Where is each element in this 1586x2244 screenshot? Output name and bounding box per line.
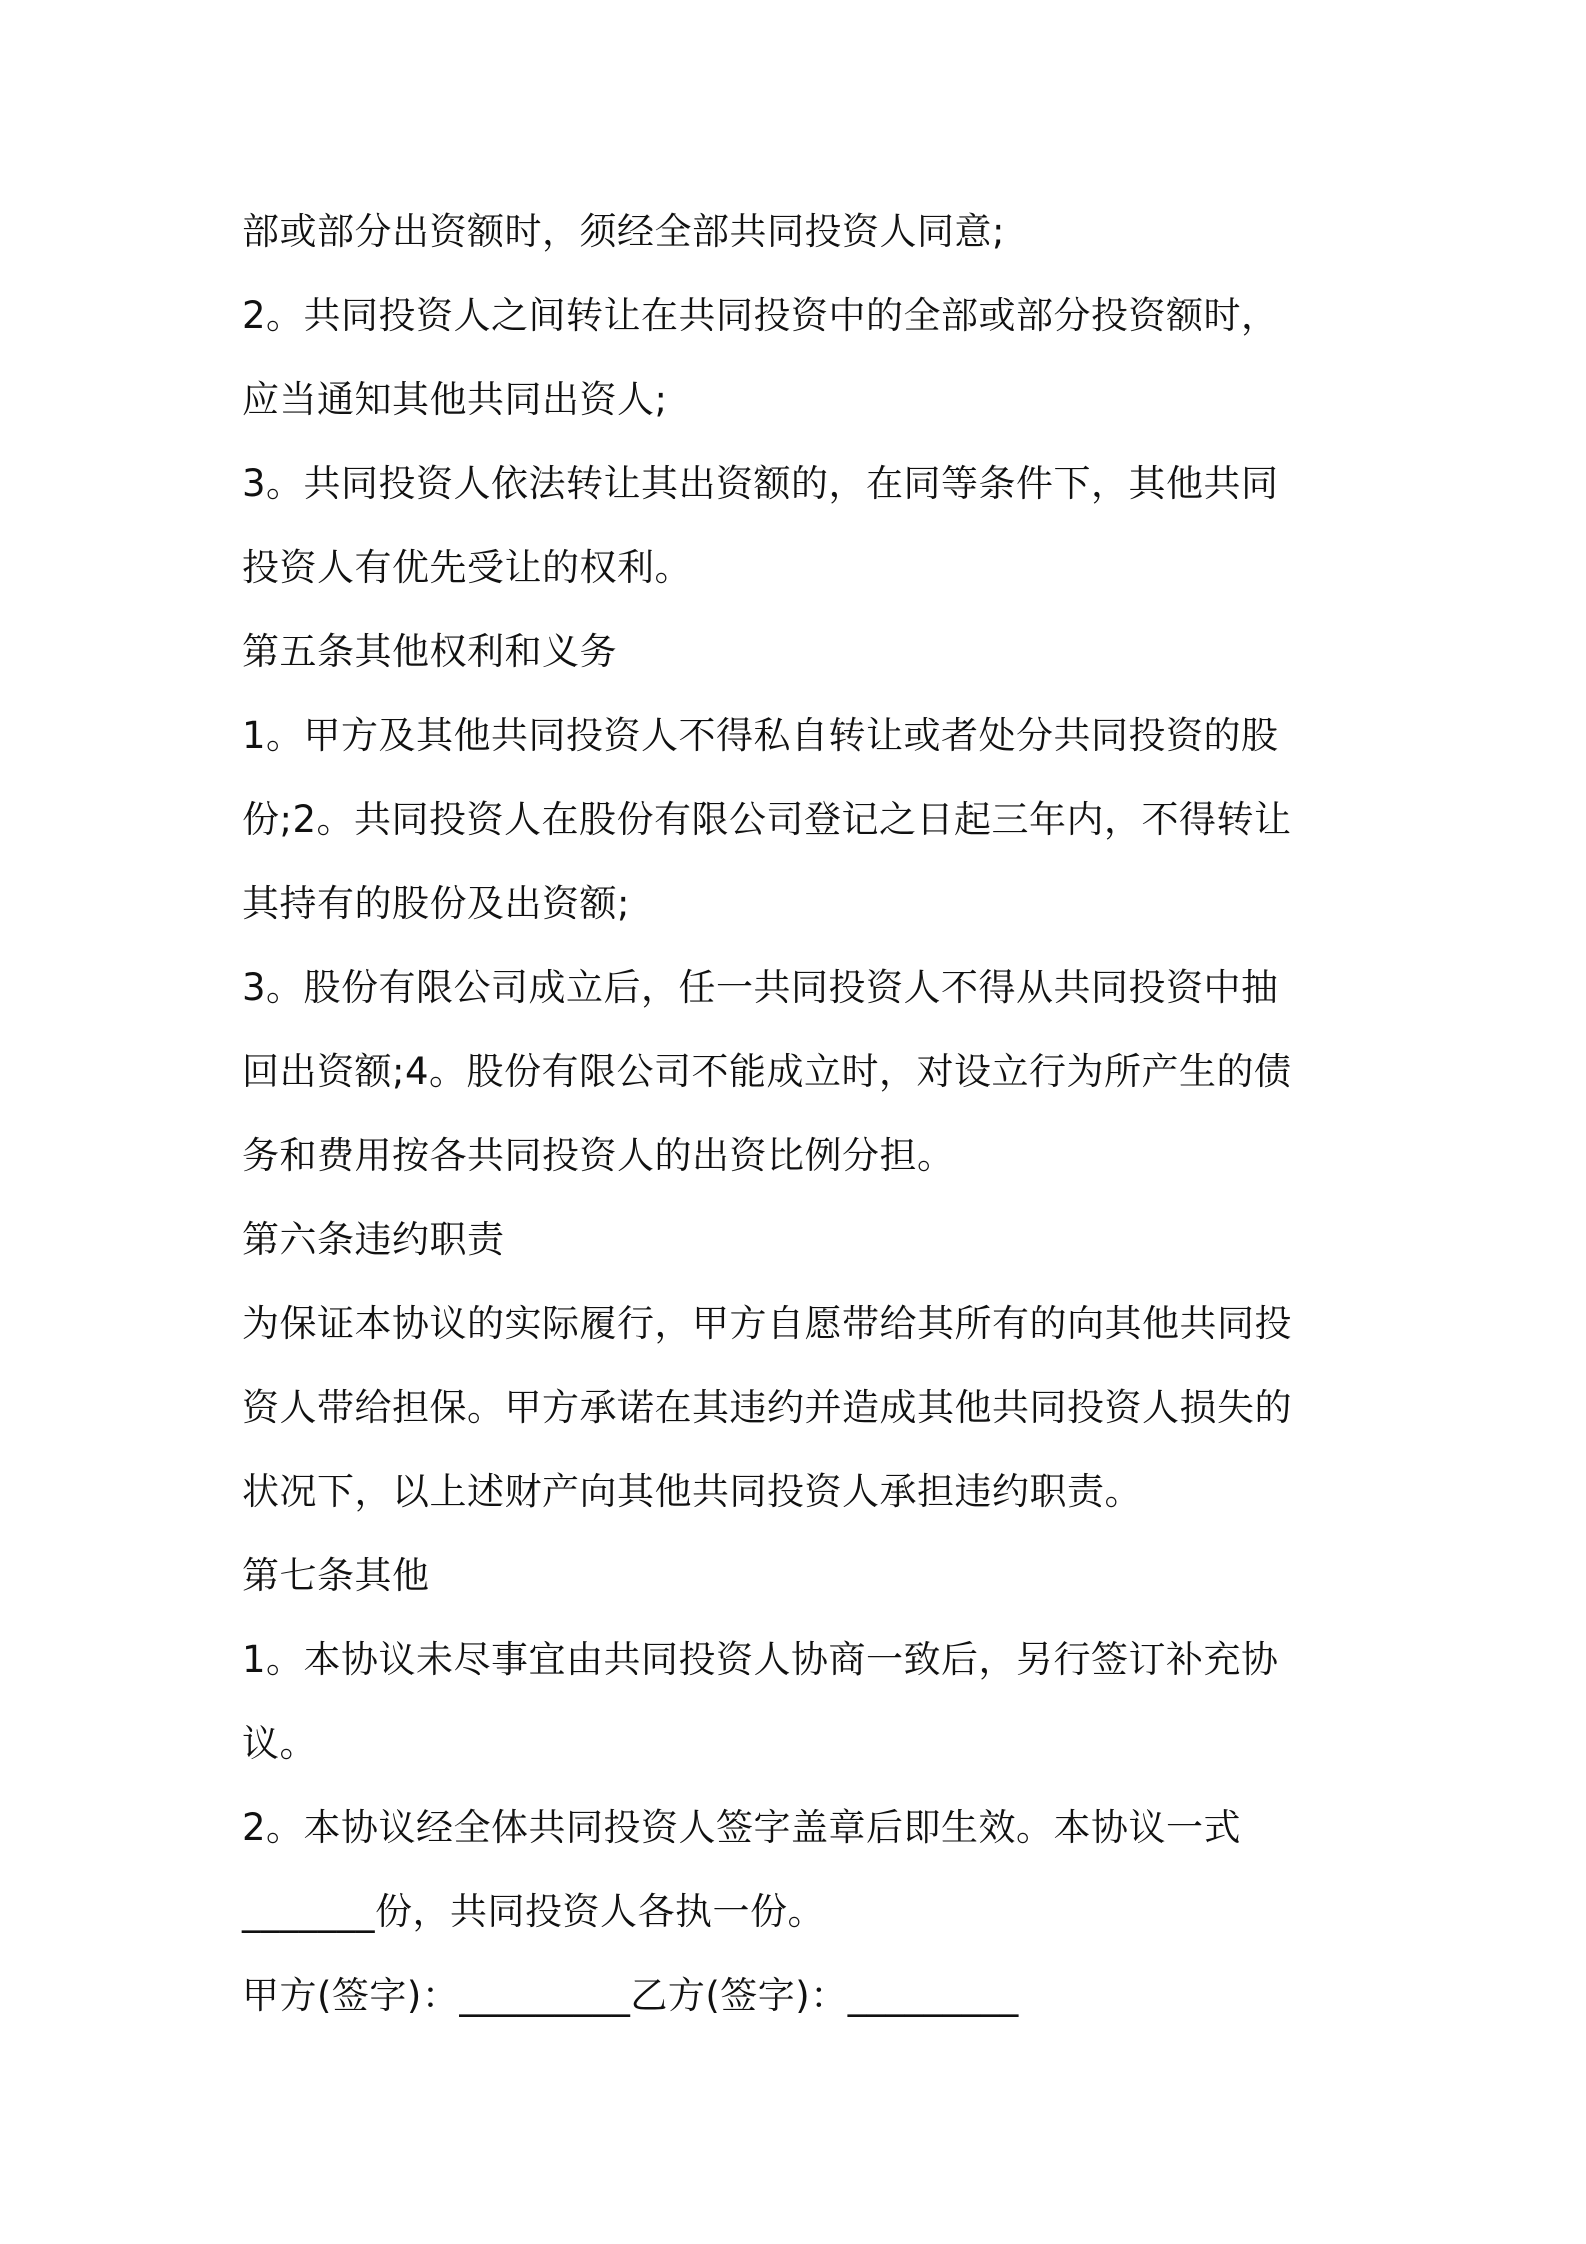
text-line: 部或部分出资额时，须经全部共同投资人同意; bbox=[242, 210, 1005, 253]
text-line: _______份，共同投资人各执一份。 bbox=[242, 1890, 825, 1933]
text-line: 2。共同投资人之间转让在共同投资中的全部或部分投资额时， bbox=[242, 294, 1279, 337]
text-line: 份;2。共同投资人在股份有限公司登记之日起三年内，不得转让 bbox=[242, 798, 1292, 841]
signature-line: 甲方(签字)：_________乙方(签字)：_________ bbox=[242, 1974, 1019, 2017]
text-line: 3。共同投资人依法转让其出资额的，在同等条件下，其他共同 bbox=[242, 462, 1279, 505]
text-line: 1。甲方及其他共同投资人不得私自转让或者处分共同投资的股 bbox=[242, 714, 1279, 757]
text-line: 投资人有优先受让的权利。 bbox=[242, 546, 692, 589]
text-line: 务和费用按各共同投资人的出资比例分担。 bbox=[242, 1134, 955, 1177]
text-line: 状况下，以上述财产向其他共同投资人承担违约职责。 bbox=[242, 1470, 1142, 1513]
text-line: 资人带给担保。甲方承诺在其违约并造成其他共同投资人损失的 bbox=[242, 1386, 1292, 1429]
text-line: 回出资额;4。股份有限公司不能成立时，对设立行为所产生的债 bbox=[242, 1050, 1292, 1093]
text-line: 2。本协议经全体共同投资人签字盖章后即生效。本协议一式 bbox=[242, 1806, 1242, 1849]
section-heading: 第六条违约职责 bbox=[242, 1218, 505, 1261]
text-line: 1。本协议未尽事宜由共同投资人协商一致后，另行签订补充协 bbox=[242, 1638, 1279, 1681]
section-heading: 第五条其他权利和义务 bbox=[242, 630, 617, 673]
text-line: 为保证本协议的实际履行，甲方自愿带给其所有的向其他共同投 bbox=[242, 1302, 1292, 1345]
text-line: 3。股份有限公司成立后，任一共同投资人不得从共同投资中抽 bbox=[242, 966, 1279, 1009]
section-heading: 第七条其他 bbox=[242, 1554, 430, 1597]
document-body bbox=[242, 190, 1362, 2038]
text-line: 其持有的股份及出资额; bbox=[242, 882, 630, 925]
text-line: 议。 bbox=[242, 1722, 317, 1765]
text-line: 应当通知其他共同出资人; bbox=[242, 378, 668, 421]
